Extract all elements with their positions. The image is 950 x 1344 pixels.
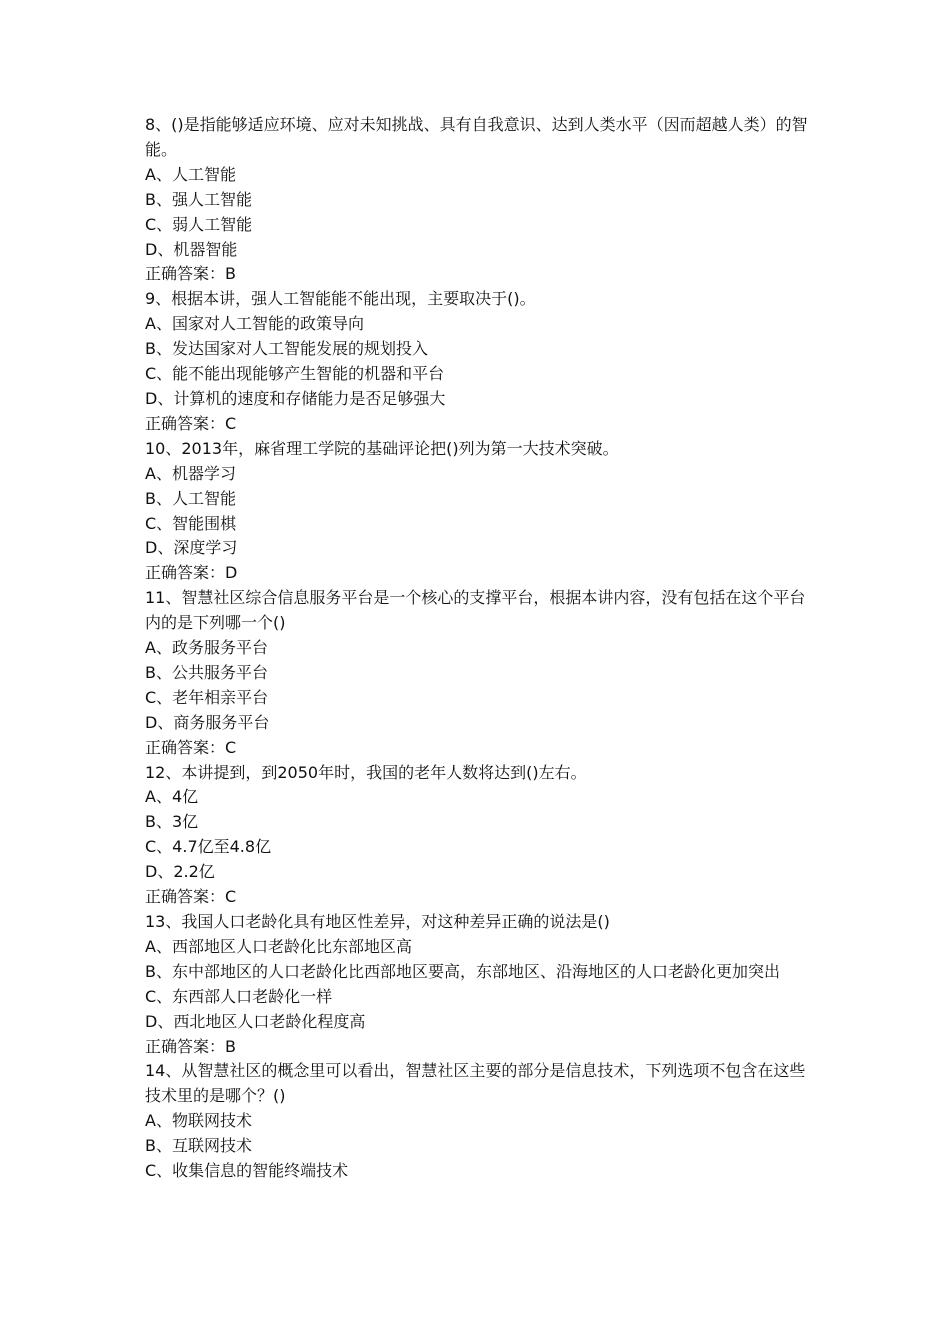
option-a: A、国家对人工智能的政策导向: [145, 314, 364, 334]
option-c: C、东西部人口老龄化一样: [145, 986, 333, 1006]
question-text: 10、2013年，麻省理工学院的基础评论把()列为第一大技术突破。: [145, 438, 619, 458]
option-b: B、发达国家对人工智能发展的规划投入: [145, 339, 428, 359]
option-b: B、东中部地区的人口老龄化比西部地区要高，东部地区、沿海地区的人口老龄化更加突出: [145, 961, 780, 981]
option-b: B、3亿: [145, 812, 199, 832]
option-c: C、老年相亲平台: [145, 687, 269, 707]
option-d: D、2.2亿: [145, 862, 215, 882]
correct-answer: 正确答案：D: [145, 563, 238, 583]
option-a: A、4亿: [145, 787, 199, 807]
option-c: C、能不能出现能够产生智能的机器和平台: [145, 364, 445, 384]
question-text: 11、智慧社区综合信息服务平台是一个核心的支撑平台，根据本讲内容，没有包括在这个平台内的是下列哪一个(): [145, 588, 806, 633]
option-d: D、西北地区人口老龄化程度高: [145, 1011, 366, 1031]
correct-answer: 正确答案：C: [145, 413, 237, 433]
question-text: 9、根据本讲，强人工智能能不能出现，主要取决于()。: [145, 289, 536, 309]
option-a: A、人工智能: [145, 164, 236, 184]
option-d: D、商务服务平台: [145, 712, 270, 732]
option-d: D、深度学习: [145, 538, 238, 558]
question-block-10: [145, 437, 810, 586]
question-text: 12、本讲提到，到2050年时，我国的老年人数将达到()左右。: [145, 762, 587, 782]
option-a: A、政务服务平台: [145, 638, 268, 658]
question-block-11: [145, 586, 810, 760]
question-block-14: [145, 1059, 810, 1184]
document-page: [145, 113, 810, 1184]
question-text: 14、从智慧社区的概念里可以看出，智慧社区主要的部分是信息技术，下列选项不包含在这些技术里的是哪个？(): [145, 1061, 806, 1106]
question-block-9: [145, 287, 810, 436]
option-b: B、互联网技术: [145, 1136, 252, 1156]
correct-answer: 正确答案：B: [145, 1036, 236, 1056]
option-c: C、智能围棋: [145, 513, 237, 533]
option-d: D、机器智能: [145, 239, 238, 259]
option-c: C、4.7亿至4.8亿: [145, 837, 272, 857]
option-d: D、计算机的速度和存储能力是否足够强大: [145, 388, 446, 408]
question-block-12: [145, 761, 810, 910]
question-block-8: [145, 113, 810, 287]
option-a: A、机器学习: [145, 463, 236, 483]
option-c: C、弱人工智能: [145, 214, 253, 234]
option-b: B、公共服务平台: [145, 662, 268, 682]
correct-answer: 正确答案：C: [145, 737, 237, 757]
question-block-13: [145, 910, 810, 1059]
option-c: C、收集信息的智能终端技术: [145, 1161, 349, 1181]
option-a: A、西部地区人口老龄化比东部地区高: [145, 936, 412, 956]
correct-answer: 正确答案：C: [145, 887, 237, 907]
option-b: B、人工智能: [145, 488, 236, 508]
question-text: 8、()是指能够适应环境、应对未知挑战、具有自我意识、达到人类水平（因而超越人类）的智能。: [145, 115, 808, 159]
question-text: 13、我国人口老龄化具有地区性差异，对这种差异正确的说法是(): [145, 912, 610, 931]
option-b: B、强人工智能: [145, 189, 252, 209]
correct-answer: 正确答案：B: [145, 264, 236, 284]
option-a: A、物联网技术: [145, 1111, 252, 1131]
